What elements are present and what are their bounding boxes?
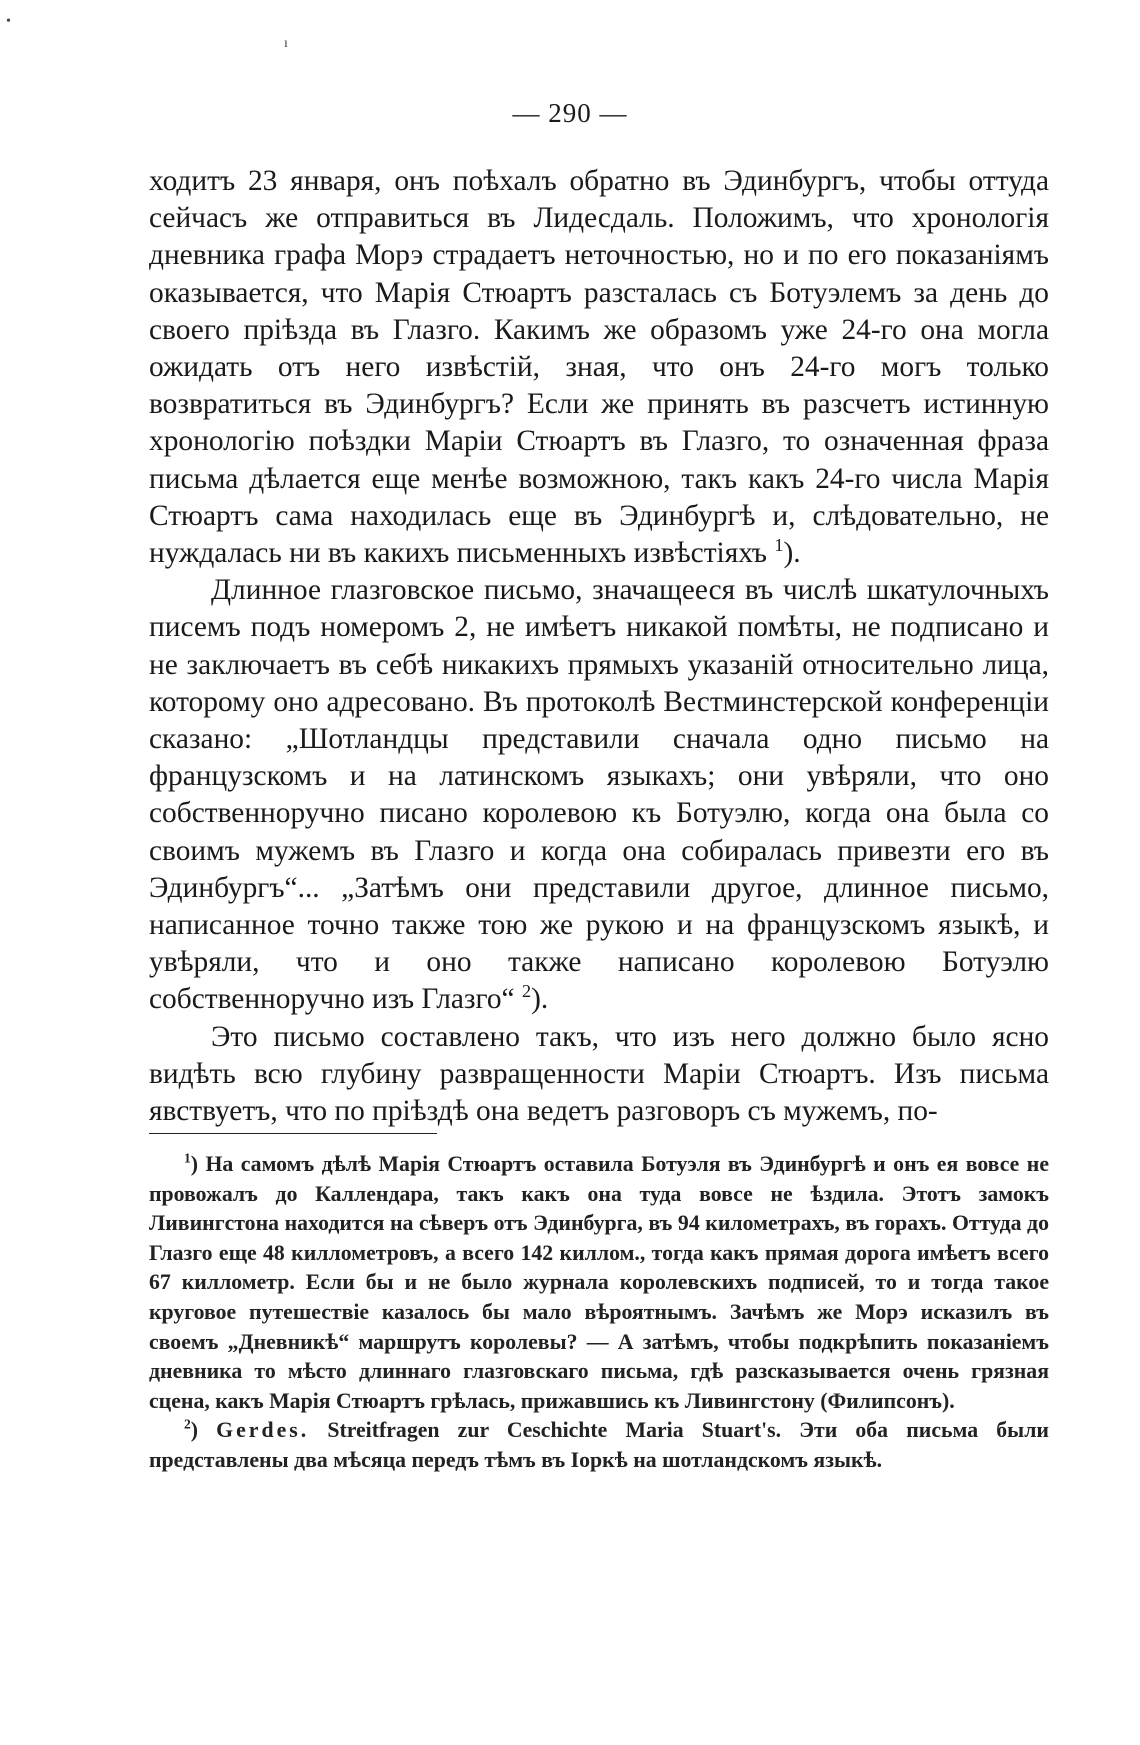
footnote-2-bracket: ): [190, 1418, 217, 1443]
page-number: — 290 —: [512, 98, 628, 128]
paragraph-1: [149, 163, 1049, 572]
footnote-ref-1: 1: [774, 535, 784, 556]
footnotes: [149, 1150, 1049, 1476]
footnote-2-author: Gerdes.: [216, 1418, 310, 1443]
paragraph-1-end: ).: [783, 537, 801, 570]
paragraph-2-end: ).: [531, 983, 549, 1016]
footnote-divider: [149, 1133, 437, 1134]
main-text: [149, 163, 1049, 1130]
paragraph-1-text: ходитъ 23 января, онъ поѣхалъ обратно въ Эдинбургъ, чтобы оттуда сейчасъ же отправиться въ Лидесдаль. Положимъ, что хронологія дневника графа Морэ страдаетъ неточностью, но и по его показаніямъ оказывается, что Марія Стюартъ разсталась съ Ботуэлемъ за день до своего пріѣзда въ Глазго. Какимъ же образомъ уже 24-го она могла ожидать отъ него извѣстій, зная, что онъ 24-го могъ только возвратиться въ Эдинбургъ? Если же принять въ разсчетъ истинную хронологію поѣздки Маріи Стюартъ въ Глазго, то означенная фраза письма дѣлается еще менѣе возможною, такъ какъ 24-го числа Марія Стюартъ сама находилась еще въ Эдинбургѣ и, слѣдовательно, не нуждалась ни въ какихъ письменныхъ извѣстіяхъ: [149, 165, 1049, 570]
footnote-1-text: ) На самомъ дѣлѣ Марія Стюартъ оставила Ботуэля въ Эдинбургѣ и онъ ея вовсе не провожалъ до Каллендара, такъ какъ она туда вовсе не ѣздила. Этотъ замокъ Ливингстона находится на сѣверъ отъ Эдинбурга, въ 94 километрахъ, въ горахъ. Оттуда до Глазго еще 48 киллометровъ, а всего 142 киллом., тогда какъ прямая дорога имѣетъ всего 67 киллометр. Если бы и не было журнала королевскихъ подписей, то и тогда такое круговое путешествіе казалось бы мало вѣроятнымъ. Зачѣмъ же Морэ исказилъ въ своемъ „Дневникѣ“ маршрутъ королевы? — А затѣмъ, чтобы подкрѣпить показаніемъ дневника то мѣсто длиннаго глазговскаго письма, гдѣ разсказывается очень грязная сцена, какъ Марія Стюартъ грѣлась, прижавшись къ Ливингстону (Филипсонъ).: [149, 1152, 1049, 1413]
footnote-2-text: Streitfragen zur Ceschichte Maria Stuart's. Эти оба письма были представлены два мѣсяца передъ тѣмъ въ Іоркѣ на шотландскомъ языкѣ.: [149, 1418, 1049, 1472]
footnote-ref-2: 2: [521, 981, 532, 1002]
footnote-1: [149, 1150, 1049, 1416]
scan-dot-mark: •: [6, 14, 11, 29]
paragraph-3: Это письмо составлено такъ, что изъ него должно было ясно видѣть всю глубину развращенности Маріи Стюартъ. Изъ письма явствуетъ, что по пріѣздѣ она ведетъ разговоръ съ мужемъ, по-: [149, 1020, 1049, 1128]
scan-tick-mark: ı: [284, 36, 288, 51]
footnote-1-marker: 1: [184, 1150, 191, 1166]
footnote-2-marker: 2: [184, 1417, 191, 1433]
footnote-2: [149, 1416, 1049, 1475]
paragraph-2-text: Длинное глазговское письмо, значащееся въ числѣ шкатулочныхъ писемъ подъ номеромъ 2, не имѣетъ никакой помѣты, не подписано и не заключаетъ въ себѣ никакихъ прямыхъ указаній относительно лица, которому оно адресовано. Въ протоколѣ Вестминстерской конференціи сказано: „Шотландцы представили сначала одно письмо на французскомъ и на латинскомъ языкахъ; они увѣряли, что оно собственноручно писано королевою къ Ботуэлю, когда она была со своимъ мужемъ въ Глазго и когда она собиралась привезти его въ Эдинбургъ“... „Затѣмъ они представили другое, длинное письмо, написанное точно также тою же рукою и на французскомъ языкѣ, и увѣряли, что и оно также написано королевою Ботуэлю собственноручно изъ Глазго“: [149, 574, 1049, 1016]
paragraph-2: [149, 572, 1049, 1018]
